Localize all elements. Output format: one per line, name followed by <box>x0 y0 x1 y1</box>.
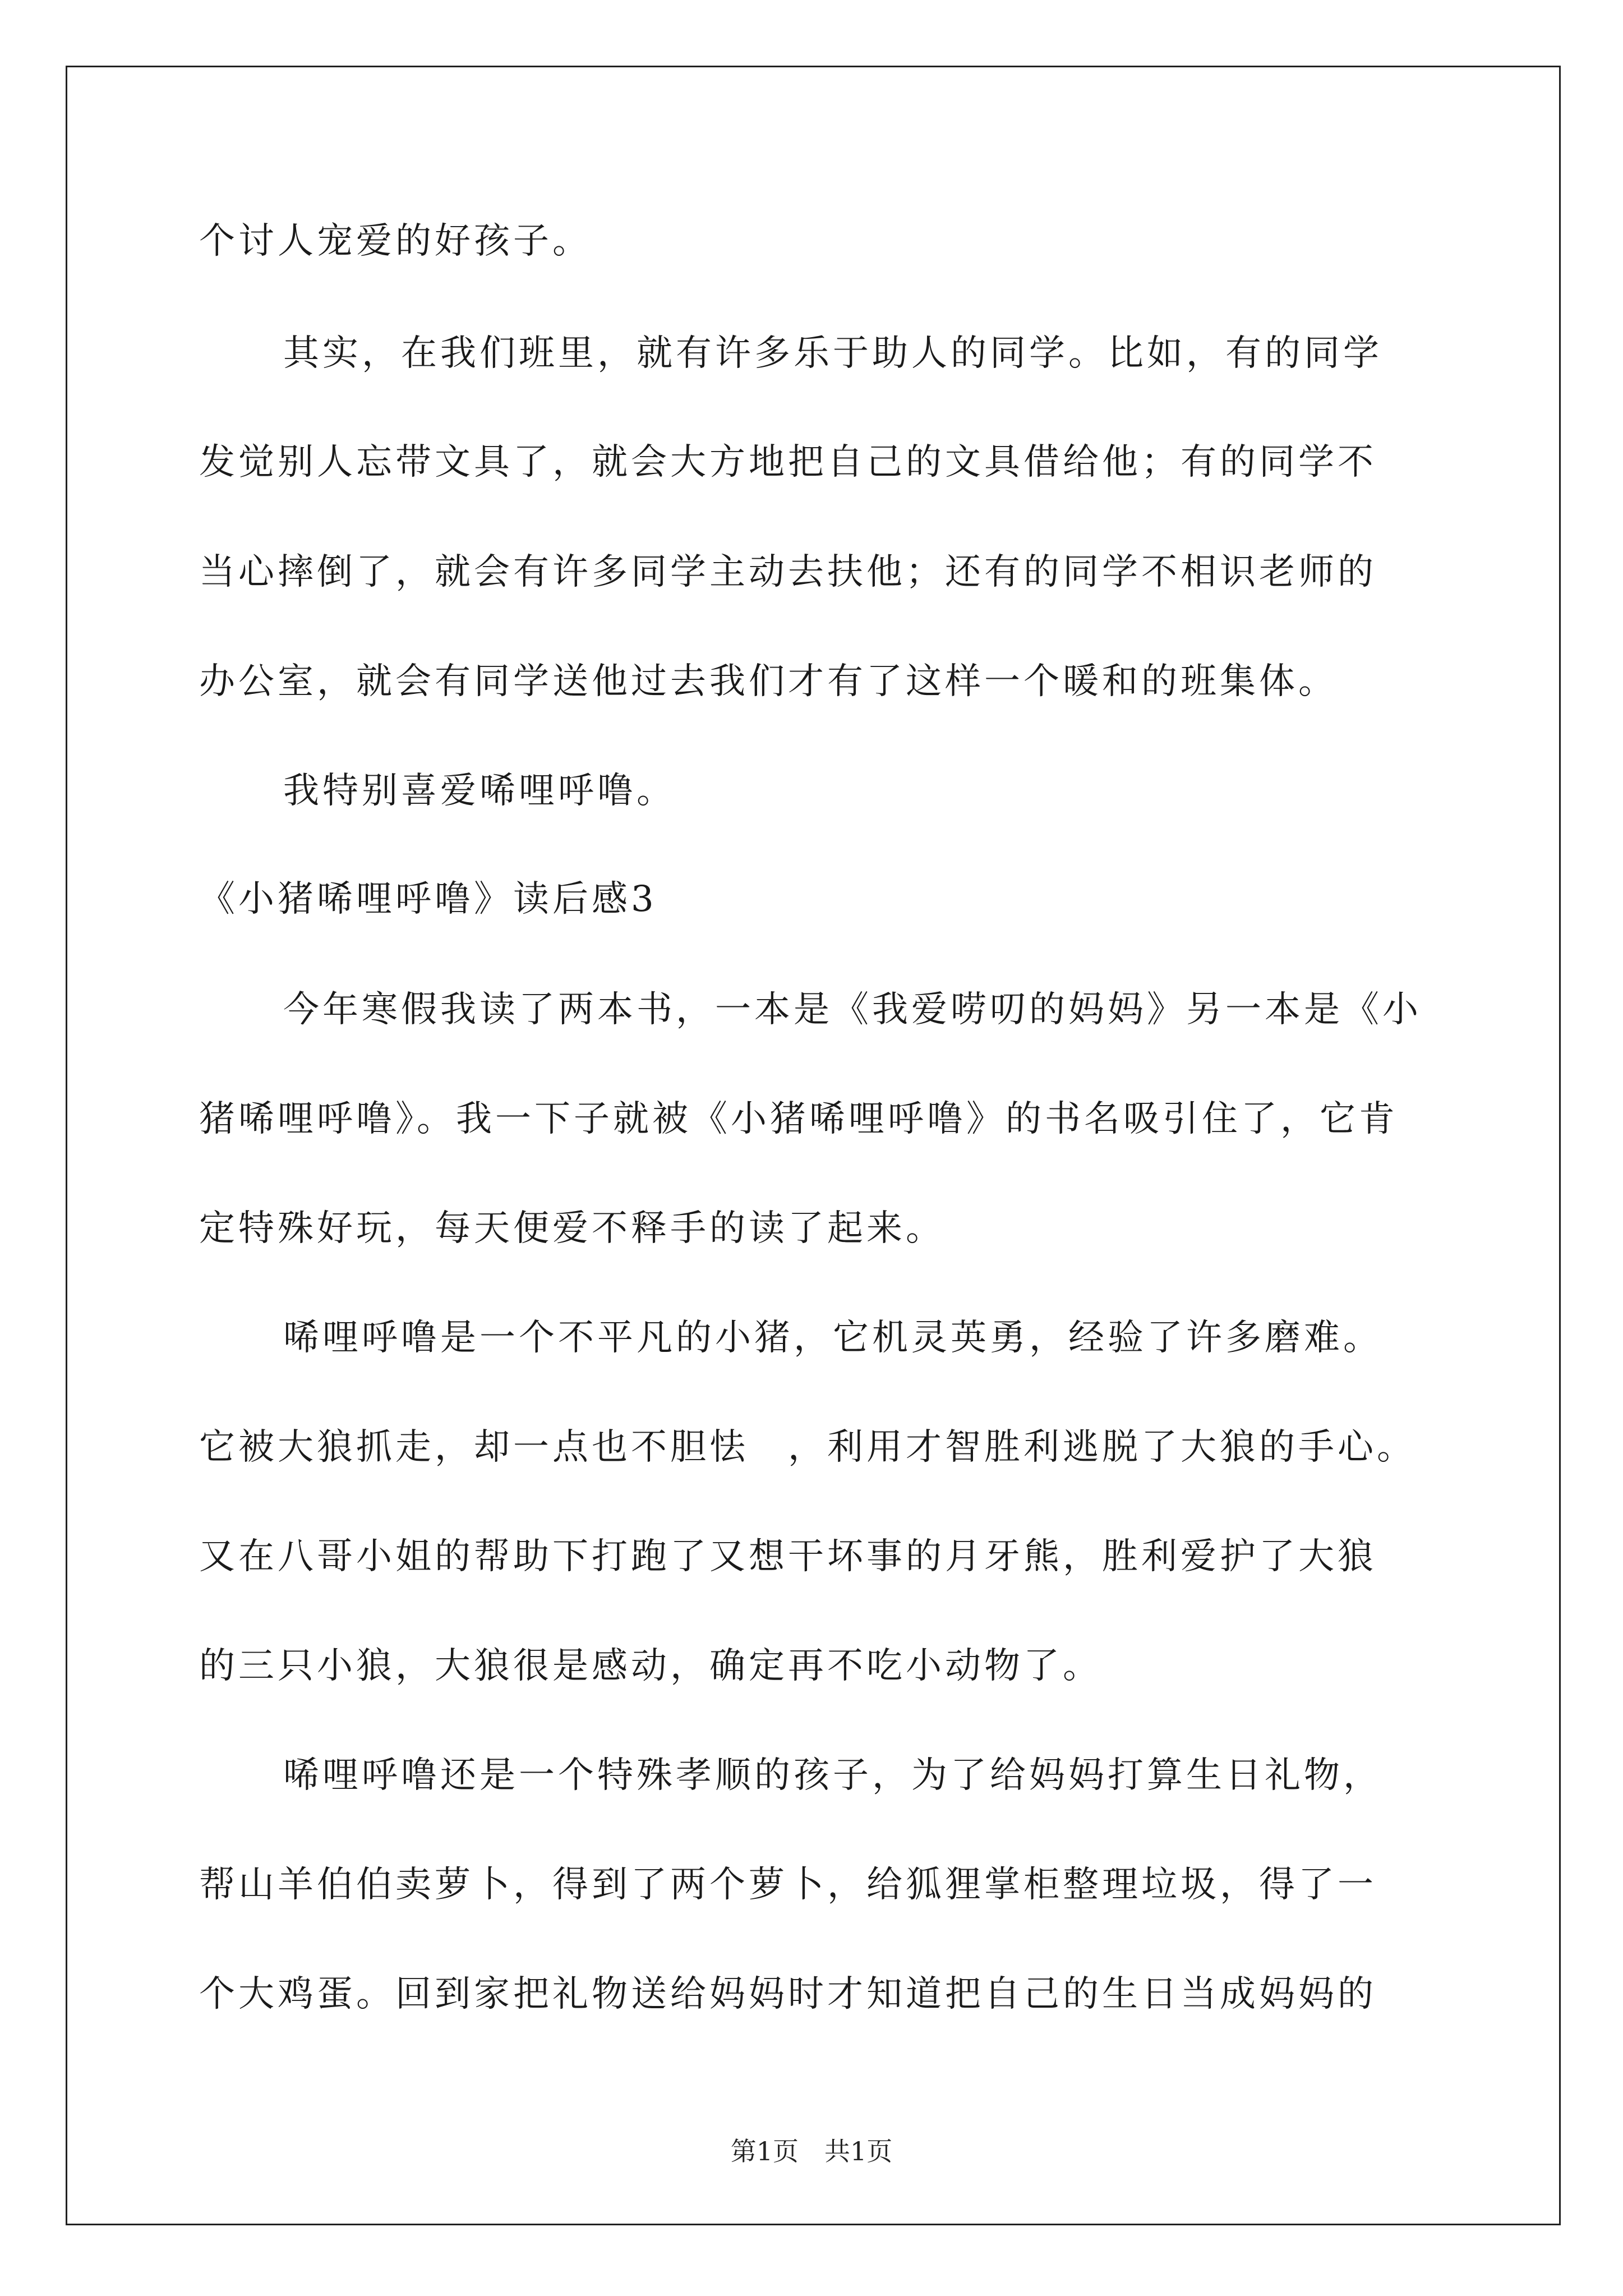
text-line: 办公室，就会有同学送他过去我们才有了这样一个暖和的班集体。 <box>199 661 1338 702</box>
text-line: 定特殊好玩，每天便爱不释手的读了起来。 <box>199 1208 945 1249</box>
section-title: 《小猪唏哩呼噜》读后感3 <box>199 878 657 920</box>
text-line: 的三只小狼，大狼很是感动，确定再不吃小动物了。 <box>199 1645 1102 1687</box>
text-line: 个大鸡蛋。回到家把礼物送给妈妈时才知道把自己的生日当成妈妈的 <box>199 1973 1377 2015</box>
text-line: 发觉别人忘带文具了，就会大方地把自己的文具借给他；有的同学不 <box>199 441 1377 483</box>
text-line: 个讨人宠爱的好孩子。 <box>199 220 592 262</box>
page-footer: 第1页 共1页 <box>730 2136 893 2166</box>
text-line: 又在八哥小姐的帮助下打跑了又想干坏事的月牙熊，胜利爱护了大狼 <box>199 1536 1377 1577</box>
text-line: 今年寒假我读了两本书，一本是《我爱唠叨的妈妈》另一本是《小 <box>283 989 1422 1030</box>
text-line: 帮山羊伯伯卖萝卜，得到了两个萝卜，给狐狸掌柜整理垃圾，得了一 <box>199 1864 1377 1906</box>
text-line: 其实，在我们班里，就有许多乐于助人的同学。比如，有的同学 <box>283 333 1382 374</box>
text-line: 它被大狼抓走，却一点也不胆怯 ，利用才智胜利逃脱了大狼的手心。 <box>199 1427 1416 1468</box>
text-line: 当心摔倒了，就会有许多同学主动去扶他；还有的同学不相识老师的 <box>199 551 1377 593</box>
text-line: 唏哩呼噜还是一个特殊孝顺的孩子，为了给妈妈打算生日礼物， <box>283 1755 1382 1796</box>
text-line: 唏哩呼噜是一个不平凡的小猪，它机灵英勇，经验了许多磨难。 <box>283 1317 1382 1359</box>
text-line: 我特别喜爱唏哩呼噜。 <box>283 770 676 812</box>
text-line: 猪唏哩呼噜》。我一下子就被《小猪唏哩呼噜》的书名吸引住了，它肯 <box>199 1098 1398 1140</box>
